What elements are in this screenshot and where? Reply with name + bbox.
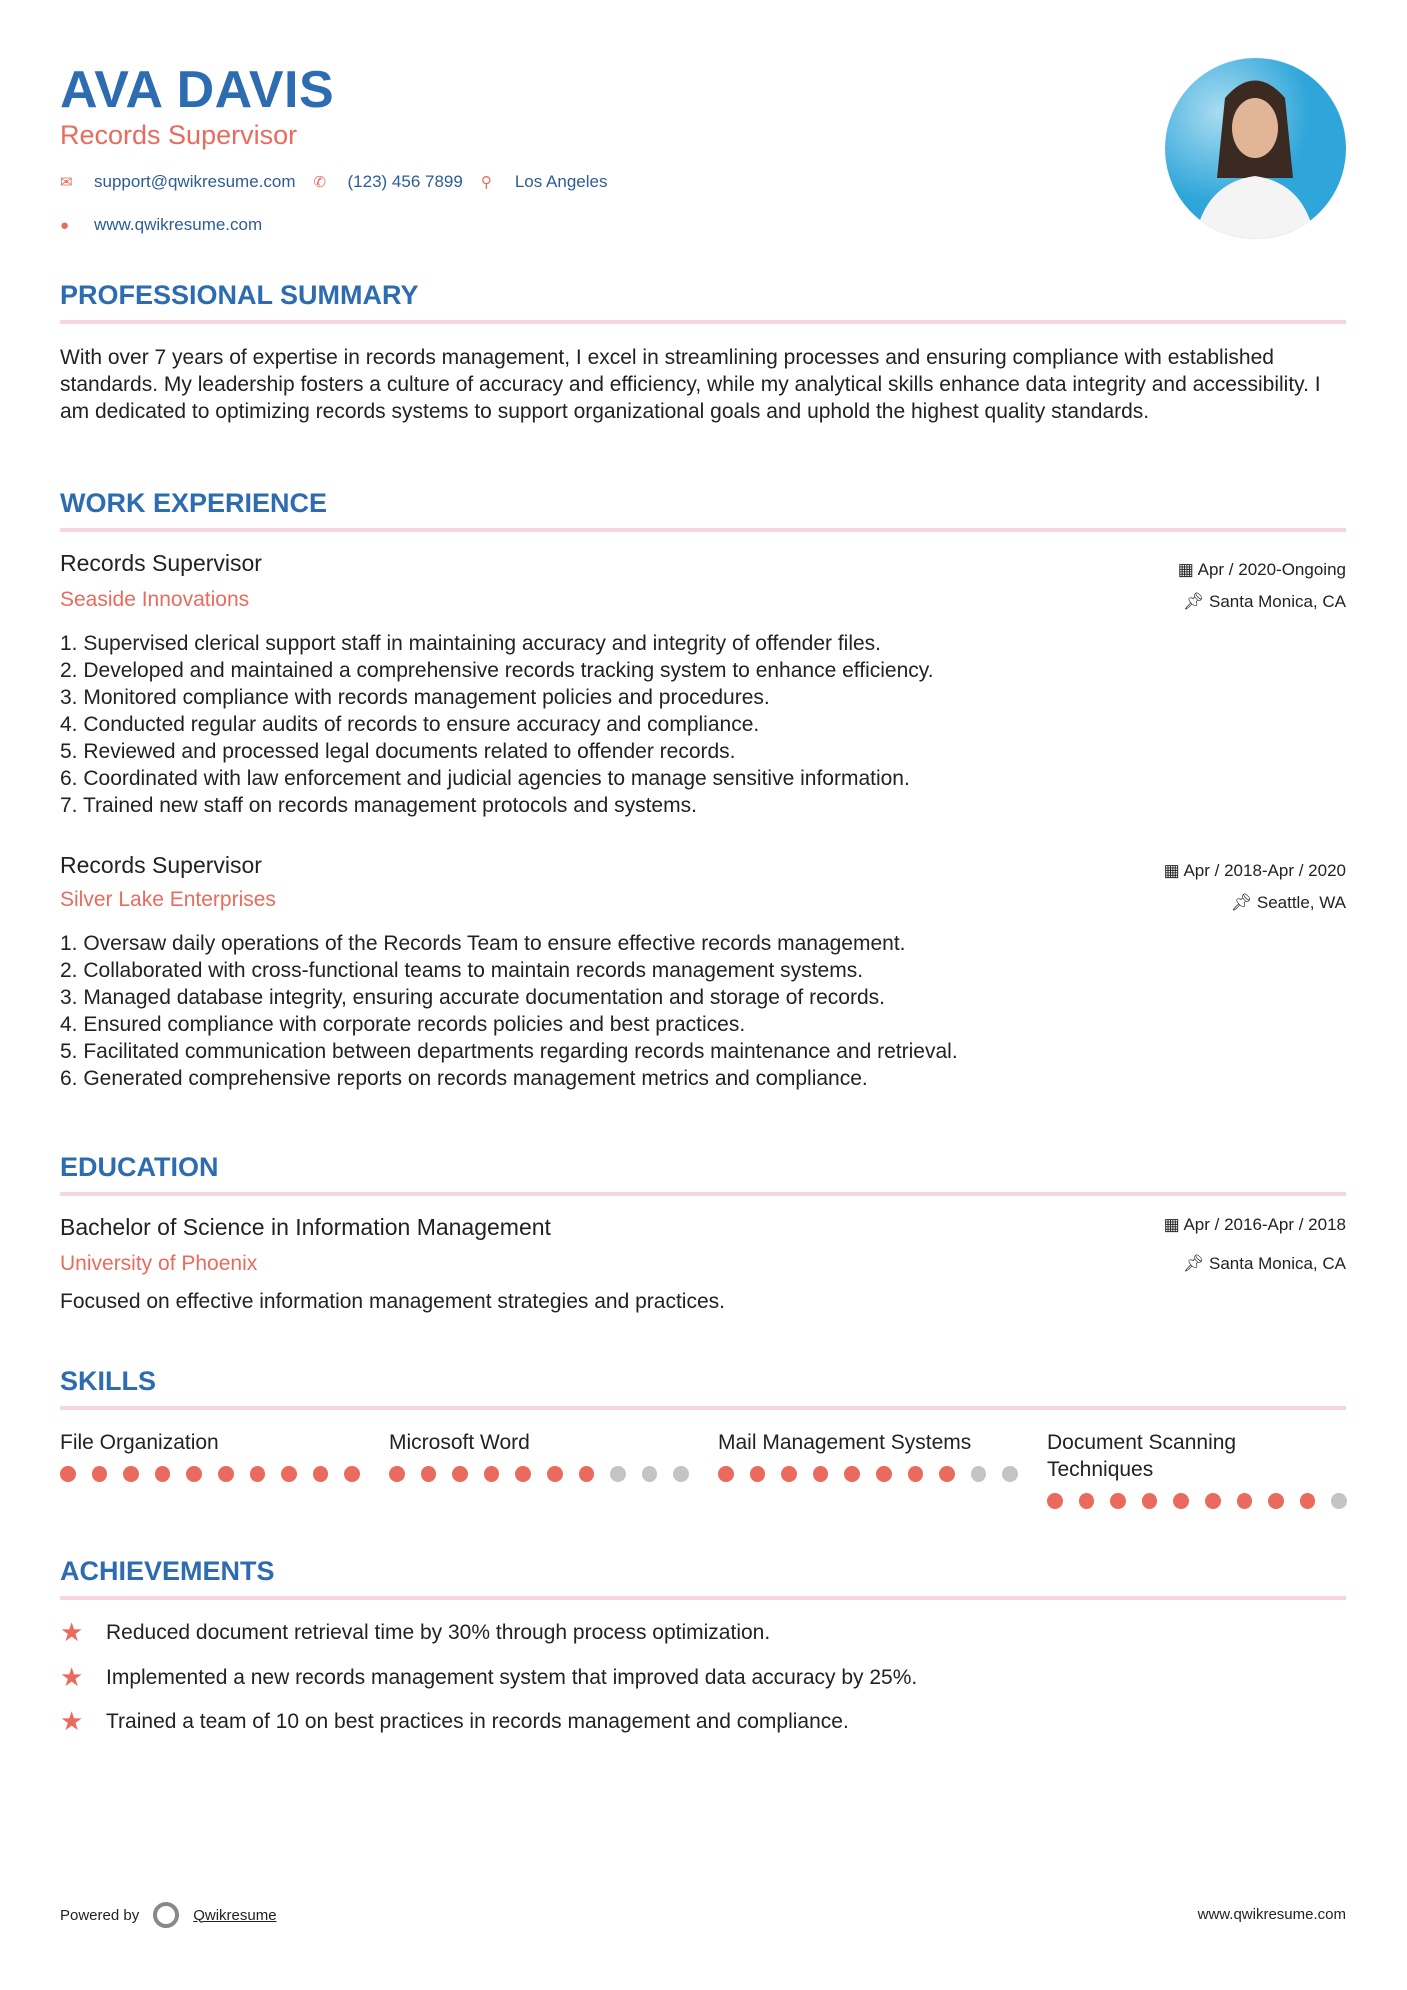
job-company: Seaside Innovations	[60, 588, 250, 611]
job-company: Silver Lake Enterprises	[60, 888, 276, 911]
rating-dot	[1300, 1493, 1316, 1509]
achievement-item	[60, 1662, 917, 1693]
rating-dot	[718, 1466, 734, 1482]
rating-dot	[1331, 1493, 1347, 1509]
candidate-name: AVA DAVIS	[60, 61, 335, 119]
rating-dot	[971, 1466, 987, 1482]
school: University of Phoenix	[60, 1252, 258, 1275]
rating-dot	[939, 1466, 955, 1482]
summary-text: With over 7 years of expertise in records management, I excel in streamlining processes and ensuring compliance with established standards. My leadership fosters a culture of accuracy and efficiency, while my analytical skills enhance data integrity and accessibility. I am dedicated to optimizing records systems to support organizational goals and uphold the highest quality standards.	[60, 346, 1321, 423]
brand-link[interactable]: Qwikresume	[193, 1906, 277, 1924]
bullet: 5. Reviewed and processed legal documents related to offender records.	[60, 740, 736, 763]
bullet: 7. Trained new staff on records management protocols and systems.	[60, 794, 697, 817]
rating-dot	[281, 1466, 297, 1482]
bullet: 3. Managed database integrity, ensuring accurate documentation and storage of records.	[60, 986, 885, 1009]
degree: Bachelor of Science in Information Management	[60, 1214, 551, 1240]
rating-dot	[389, 1466, 405, 1482]
bullet: 2. Developed and maintained a comprehensive records tracking system to enhance efficiency.	[60, 659, 934, 682]
rating-dot	[60, 1466, 76, 1482]
rating-dot	[313, 1466, 329, 1482]
divider	[60, 1596, 1346, 1600]
bullet: 2. Collaborated with cross-functional teams to maintain records management systems.	[60, 959, 864, 982]
achievement-item	[60, 1617, 770, 1648]
divider	[60, 1192, 1346, 1196]
job-location	[1183, 592, 1346, 612]
rating-dot	[610, 1466, 626, 1482]
divider	[60, 528, 1346, 532]
job-dates	[1164, 861, 1346, 881]
skill-name: Microsoft Word	[389, 1431, 530, 1454]
star-icon: ★	[60, 1706, 84, 1736]
star-icon: ★	[60, 1662, 84, 1692]
rating-dot	[155, 1466, 171, 1482]
envelope-icon: ✉	[60, 174, 73, 191]
education-dates	[1164, 1215, 1346, 1235]
star-icon: ★	[60, 1617, 84, 1647]
dates-text: Apr / 2020-Ongoing	[1197, 560, 1346, 579]
bullet: 6. Generated comprehensive reports on records management metrics and compliance.	[60, 1067, 868, 1090]
rating-dot	[1047, 1493, 1063, 1509]
rating-dot	[642, 1466, 658, 1482]
contact-row	[60, 172, 607, 192]
rating-dot	[673, 1466, 689, 1482]
achievement-text: Reduced document retrieval time by 30% through process optimization.	[106, 1620, 771, 1644]
divider	[60, 320, 1346, 324]
rating-dot	[92, 1466, 108, 1482]
rating-dot	[1142, 1493, 1158, 1509]
work-heading: WORK EXPERIENCE	[60, 488, 328, 518]
skill-item	[718, 1429, 1018, 1482]
powered-by-text: Powered by	[60, 1906, 140, 1924]
rating-dot	[750, 1466, 766, 1482]
skill-item	[60, 1429, 360, 1482]
email-link[interactable]: support@qwikresume.com	[94, 172, 296, 191]
job-bullets	[60, 630, 934, 819]
bullet: 1. Oversaw daily operations of the Records Team to ensure effective records management.	[60, 932, 906, 955]
rating-dot	[1110, 1493, 1126, 1509]
skill-rating	[718, 1466, 1018, 1482]
rating-dot	[908, 1466, 924, 1482]
rating-dot	[421, 1466, 437, 1482]
education-heading: EDUCATION	[60, 1152, 219, 1182]
achievement-text: Trained a team of 10 on best practices in records management and compliance.	[106, 1709, 849, 1733]
rating-dot	[250, 1466, 266, 1482]
rating-dot	[186, 1466, 202, 1482]
dates-text: Apr / 2016-Apr / 2018	[1183, 1215, 1346, 1234]
rating-dot	[218, 1466, 234, 1482]
calendar-icon: ▦	[1163, 861, 1184, 880]
location-text: Seattle, WA	[1256, 893, 1346, 912]
skills-heading: SKILLS	[60, 1366, 157, 1396]
phone-icon: ✆	[313, 174, 327, 191]
rating-dot	[452, 1466, 468, 1482]
location-text: Santa Monica, CA	[1208, 592, 1346, 611]
candidate-title: Records Supervisor	[60, 120, 298, 150]
pin-icon: 📌︎	[1182, 1254, 1209, 1273]
rating-dot	[781, 1466, 797, 1482]
calendar-icon: ▦	[1177, 560, 1198, 579]
rating-dot	[579, 1466, 595, 1482]
location-text: Santa Monica, CA	[1208, 1254, 1346, 1273]
rating-dot	[344, 1466, 360, 1482]
rating-dot	[844, 1466, 860, 1482]
rating-dot	[813, 1466, 829, 1482]
rating-dot	[1002, 1466, 1018, 1482]
job-location	[1231, 893, 1346, 913]
skill-rating	[1047, 1493, 1347, 1509]
skill-name: File Organization	[60, 1431, 219, 1454]
job-bullets	[60, 930, 958, 1092]
education-location	[1183, 1254, 1346, 1274]
summary-heading: PROFESSIONAL SUMMARY	[60, 280, 419, 310]
bullet: 5. Facilitated communication between departments regarding records maintenance and retrieval.	[60, 1040, 958, 1063]
phone-text: (123) 456 7899	[347, 172, 463, 191]
divider	[60, 1406, 1346, 1410]
footer-powered	[60, 1902, 277, 1928]
globe-icon: ●	[60, 216, 70, 234]
job-title: Records Supervisor	[60, 852, 262, 878]
bullet: 6. Coordinated with law enforcement and judicial agencies to manage sensitive information.	[60, 767, 910, 790]
bullet: 4. Ensured compliance with corporate records policies and best practices.	[60, 1013, 746, 1036]
rating-dot	[123, 1466, 139, 1482]
rating-dot	[1205, 1493, 1221, 1509]
rating-dot	[1079, 1493, 1095, 1509]
calendar-icon: ▦	[1163, 1215, 1184, 1234]
skill-rating	[60, 1466, 360, 1482]
achievement-item	[60, 1706, 849, 1737]
location-pin-icon: ⚲	[480, 174, 492, 191]
qwikresume-logo-icon	[153, 1902, 179, 1928]
rating-dot	[515, 1466, 531, 1482]
achievements-heading: ACHIEVEMENTS	[60, 1556, 275, 1586]
skill-rating	[389, 1466, 689, 1482]
rating-dot	[876, 1466, 892, 1482]
dates-text: Apr / 2018-Apr / 2020	[1183, 861, 1346, 880]
bullet: 3. Monitored compliance with records management policies and procedures.	[60, 686, 770, 709]
skill-item	[1047, 1429, 1347, 1509]
location-text: Los Angeles	[514, 172, 608, 191]
pin-icon: 📌︎	[1182, 592, 1209, 611]
achievement-text: Implemented a new records management system that improved data accuracy by 25%.	[106, 1665, 918, 1689]
website-row	[60, 215, 262, 235]
footer-website[interactable]: www.qwikresume.com	[1197, 1906, 1346, 1923]
skill-name: Document Scanning Techniques	[1047, 1431, 1237, 1481]
pin-icon: 📌︎	[1230, 893, 1257, 912]
skill-name: Mail Management Systems	[718, 1431, 972, 1454]
job-title: Records Supervisor	[60, 550, 262, 576]
profile-photo	[1165, 58, 1346, 239]
rating-dot	[1237, 1493, 1253, 1509]
rating-dot	[484, 1466, 500, 1482]
website-link[interactable]: www.qwikresume.com	[94, 215, 263, 234]
skill-item	[389, 1429, 689, 1482]
rating-dot	[547, 1466, 563, 1482]
education-description: Focused on effective information management strategies and practices.	[60, 1290, 725, 1313]
rating-dot	[1173, 1493, 1189, 1509]
job-dates	[1178, 560, 1346, 580]
bullet: 4. Conducted regular audits of records to ensure accuracy and compliance.	[60, 713, 760, 736]
bullet: 1. Supervised clerical support staff in maintaining accuracy and integrity of offender files.	[60, 632, 881, 655]
rating-dot	[1268, 1493, 1284, 1509]
